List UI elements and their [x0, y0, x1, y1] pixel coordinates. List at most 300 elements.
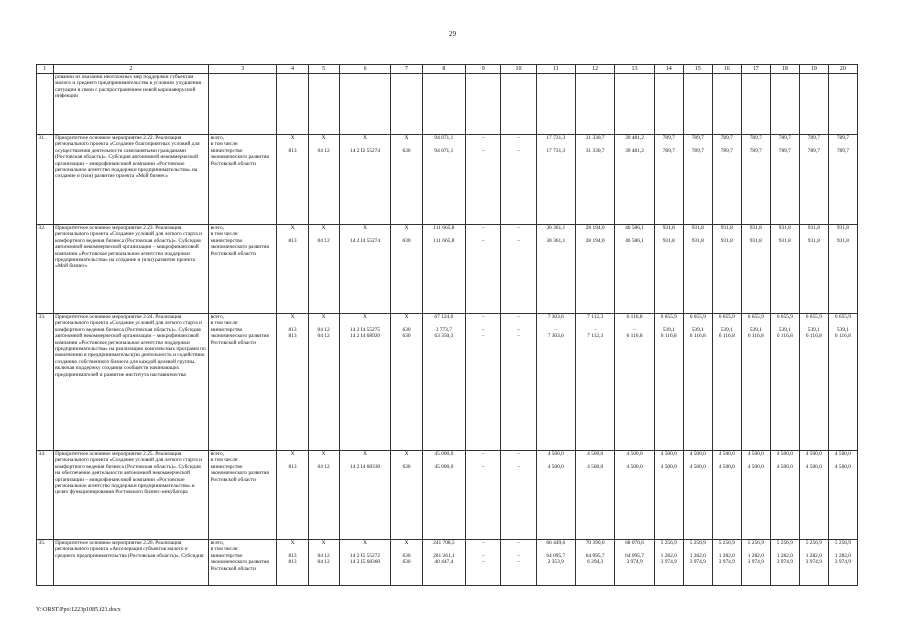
value-col-16-value: 5 256,9 — [718, 540, 735, 546]
value-col-12 — [575, 225, 614, 314]
value-col-11-value: 30 361,1 — [546, 225, 566, 231]
table-row — [37, 314, 858, 451]
row-number — [37, 74, 54, 135]
column-number-9: 9 — [466, 65, 501, 74]
column-number-8: 8 — [422, 65, 466, 74]
value-col-4 — [277, 451, 308, 540]
event-name: Приоритетное основное мероприятие 2.24. Реализация регионального проекта «Создание условий для легкого старта и комфортного ведения бизнеса (Ростовская область)». Субсидия автономной некоммерческой организации – микрофинансовой компании «Ростовское региональное агентство поддержки предпринимательства» на реализацию комплексных программ по вовлечению в предпринимательскую деятельность и содействию созданию собственного бизнеса для каждой целевой группы, включая поддержку создания сообществ начинающих предпринимателей и развитие института наставничества — [53, 314, 208, 451]
value-col-20-value: 539,1 — [836, 326, 849, 333]
value-col-16-value: 931,8 — [720, 237, 733, 244]
value-col-9-value: – — [481, 333, 485, 340]
value-col-5-value: Х — [321, 540, 326, 546]
value-col-6 — [339, 135, 391, 225]
value-col-6 — [339, 451, 391, 540]
value-col-15-value: 5 256,9 — [689, 540, 706, 546]
value-col-18-value: 539,1 — [778, 326, 791, 333]
empty-cell — [339, 74, 391, 135]
value-col-14 — [654, 540, 683, 586]
value-col-14-value: 789,7 — [662, 135, 675, 141]
value-col-18 — [770, 540, 799, 586]
value-col-17-value: 789,7 — [749, 147, 762, 154]
value-col-14-value: 789,7 — [662, 147, 675, 154]
value-col-18-value: 931,8 — [778, 237, 791, 244]
value-col-9 — [466, 540, 501, 586]
value-col-9-value: – — [481, 225, 485, 231]
ministry-name: министерство экономического развития Ростовской области — [210, 147, 269, 167]
column-number-12: 12 — [575, 65, 614, 74]
value-col-14-value: 5 256,9 — [660, 540, 677, 546]
value-col-19-value: 931,8 — [807, 237, 820, 244]
value-col-6 — [339, 225, 391, 314]
executor-cell — [209, 314, 277, 451]
value-col-8-value: 63 350,3 — [434, 333, 454, 340]
value-col-6-value: 14 2 I4 68330 — [350, 463, 381, 470]
value-col-20 — [828, 314, 857, 451]
value-col-20 — [828, 540, 857, 586]
column-number-3: 3 — [209, 65, 277, 74]
value-col-19 — [799, 225, 828, 314]
value-col-9 — [466, 451, 501, 540]
row-number: 35. — [37, 540, 54, 586]
value-col-19-value: 789,7 — [807, 135, 820, 141]
executor-label: всего, — [210, 314, 225, 320]
value-col-7-value: 630 — [402, 326, 411, 333]
empty-cell — [536, 74, 575, 135]
row-number: 33. — [37, 314, 54, 451]
value-col-8 — [422, 135, 466, 225]
value-col-19-value: 4 500,0 — [805, 451, 822, 457]
column-number-1: 1 — [37, 65, 54, 74]
value-col-10 — [501, 540, 536, 586]
value-col-16-value: 3 974,9 — [718, 559, 735, 566]
value-col-5-value: Х — [321, 135, 326, 141]
value-col-6 — [339, 540, 391, 586]
value-col-12-value: 4 500,0 — [587, 463, 604, 470]
value-col-5-value: 04 12 — [317, 147, 330, 154]
continuation-row — [37, 74, 858, 135]
row-number: 31. — [37, 135, 54, 225]
value-col-7-value: Х — [404, 540, 409, 546]
value-col-17-value: 3 974,9 — [747, 559, 764, 566]
value-col-4-value: Х — [290, 451, 295, 457]
executor-cell — [209, 451, 277, 540]
value-col-18 — [770, 451, 799, 540]
value-col-5 — [308, 314, 339, 451]
value-col-8-value: 111 665,8 — [433, 225, 455, 231]
column-number-16: 16 — [712, 65, 741, 74]
empty-cell — [209, 74, 277, 135]
value-col-13-value: – — [633, 326, 636, 333]
value-col-10 — [501, 135, 536, 225]
value-col-15 — [683, 135, 712, 225]
value-col-9-value: – — [481, 147, 485, 154]
column-number-row — [37, 65, 858, 74]
value-col-10-value: – — [517, 147, 520, 154]
value-col-11-value: 7 303,6 — [547, 333, 564, 340]
value-col-17 — [741, 225, 770, 314]
value-col-15-value: 4 500,0 — [689, 451, 706, 457]
value-col-20 — [828, 135, 857, 225]
value-col-20 — [828, 451, 857, 540]
value-col-11 — [536, 135, 575, 225]
value-col-7 — [391, 540, 422, 586]
value-col-12-value: 7 112,3 — [587, 314, 604, 320]
value-col-13-value: 64 095,7 — [625, 552, 644, 559]
value-col-18-value: 5 256,9 — [776, 540, 793, 546]
column-number-6: 6 — [339, 65, 391, 74]
value-col-4 — [277, 225, 308, 314]
value-col-11-value: 66 449,6 — [546, 540, 566, 546]
value-col-20-value: 5 256,9 — [834, 540, 851, 546]
value-col-12-value: 70 390,0 — [585, 540, 605, 546]
value-col-8-value: 94 071,1 — [434, 135, 454, 141]
value-col-15 — [683, 451, 712, 540]
event-name: Приоритетное основное мероприятие 2.23. Реализация регионального проекта «Создание условий для легкого старта и комфортного ведения бизнеса (Ростовская область)». Субсидия автономной некоммерческой организации – микрофинансовой компании «Ростовское региональное агентство поддержки предпринимательства» на создание и (или) развитие проекта «Мой бизнес» — [53, 225, 208, 314]
empty-cell — [712, 74, 741, 135]
value-col-13-value: 4 500,0 — [626, 451, 643, 457]
value-col-5-value: 04 12 — [317, 237, 330, 244]
value-col-11-value: 64 095,7 — [546, 552, 566, 559]
value-col-16-value: 6 116,8 — [718, 333, 735, 340]
value-col-17-value: 6 655,9 — [747, 314, 764, 320]
value-col-12-value: 28 194,0 — [585, 225, 605, 231]
event-name: Приоритетное основное мероприятие 2.25. Реализация регионального проекта «Создание условий для легкого старта и комфортного ведения бизнеса (Ростовская область)». Субсидия на обеспечение деятельности автономной некоммерческой организации – микрофинансовой компании «Ростовское региональное агентство поддержки предпринимательства» в целях функционирования Ростовского бизнес-инкубатора — [53, 451, 208, 540]
value-col-5 — [308, 225, 339, 314]
value-col-15-value: 931,8 — [691, 237, 704, 244]
value-col-12-value: – — [593, 326, 597, 333]
value-col-14-value: 4 500,0 — [660, 451, 677, 457]
column-number-20: 20 — [828, 65, 857, 74]
ministry-name: министерство экономического развития Ростовской области — [210, 326, 269, 346]
value-col-18-value: 6 655,9 — [776, 314, 793, 320]
value-col-6-value: Х — [363, 135, 368, 141]
row-number: 32. — [37, 225, 54, 314]
value-col-11-value: 4 500,0 — [547, 451, 564, 457]
value-col-20-value: 6 655,9 — [834, 314, 851, 320]
value-col-12 — [575, 540, 614, 586]
empty-cell — [828, 74, 857, 135]
value-col-18-value: 789,7 — [778, 135, 791, 141]
value-col-17-value: 4 500,0 — [747, 451, 764, 457]
value-col-4 — [277, 314, 308, 451]
value-col-19-value: 789,7 — [807, 147, 820, 154]
value-col-7 — [391, 451, 422, 540]
table-row — [37, 540, 858, 586]
value-col-9-value: – — [481, 552, 485, 559]
value-col-20-value: 3 974,9 — [834, 559, 851, 566]
value-col-7-value: 630 — [402, 333, 411, 340]
value-col-6-value: Х — [363, 451, 368, 457]
value-col-4-value: 813 — [288, 326, 297, 333]
executor-cell — [209, 135, 277, 225]
value-col-14 — [654, 135, 683, 225]
value-col-12 — [575, 451, 614, 540]
value-col-17-value: 1 282,0 — [747, 552, 764, 559]
value-col-4-value: 813 — [288, 552, 297, 559]
value-col-8-value: 40 447,4 — [434, 559, 454, 566]
value-col-14-value: 4 500,0 — [660, 463, 677, 470]
value-col-10-value: – — [517, 326, 520, 333]
value-col-14-value: 539,1 — [662, 326, 675, 333]
value-col-10-value: – — [517, 225, 520, 231]
value-col-6-value: 14 2 I2 55274 — [350, 147, 381, 154]
executor-label: всего, — [210, 540, 225, 546]
value-col-16-value: 931,8 — [720, 225, 733, 231]
value-col-6-value: 14 2 I5 68360 — [350, 559, 381, 566]
value-col-8-value: 94 071,1 — [434, 147, 454, 154]
executor-label: всего, — [210, 451, 225, 457]
empty-cell — [683, 74, 712, 135]
value-col-9-value: – — [481, 540, 485, 546]
ministry-name: министерство экономического развития Ростовской области — [210, 237, 269, 257]
value-col-11-value: 30 361,1 — [546, 237, 566, 244]
column-number-14: 14 — [654, 65, 683, 74]
value-col-4-value: 813 — [288, 333, 297, 340]
value-col-18-value: 789,7 — [778, 147, 791, 154]
footer-file-path: Y:\ORST\Ppo\1223p1085.f21.docx — [36, 607, 121, 613]
value-col-9-value: – — [481, 559, 485, 566]
empty-cell — [799, 74, 828, 135]
value-col-15-value: 931,8 — [691, 225, 704, 231]
empty-cell — [391, 74, 422, 135]
value-col-17-value: 931,8 — [749, 225, 762, 231]
value-col-7-value: Х — [404, 451, 409, 457]
value-col-7-value: Х — [404, 135, 409, 141]
value-col-18-value: 1 282,0 — [776, 552, 793, 559]
value-col-7 — [391, 135, 422, 225]
value-col-19-value: 931,8 — [807, 225, 820, 231]
value-col-8-value: 45 000,0 — [434, 451, 454, 457]
executor-label: в том числе: — [210, 320, 239, 327]
column-number-18: 18 — [770, 65, 799, 74]
value-col-5-value: 04 12 — [317, 559, 330, 566]
value-col-5 — [308, 451, 339, 540]
value-col-10-value: – — [517, 559, 520, 566]
value-col-15-value: 1 282,0 — [689, 552, 706, 559]
value-col-18-value: 6 116,8 — [776, 333, 793, 340]
value-col-19 — [799, 540, 828, 586]
value-col-17 — [741, 451, 770, 540]
value-col-14-value: 6 116,8 — [660, 333, 677, 340]
value-col-11-value: 2 353,9 — [547, 559, 564, 566]
value-col-15-value: 6 655,9 — [689, 314, 706, 320]
value-col-5 — [308, 135, 339, 225]
value-col-9-value: – — [481, 326, 485, 333]
value-col-14-value: 3 974,9 — [660, 559, 677, 566]
column-number-15: 15 — [683, 65, 712, 74]
value-col-15 — [683, 540, 712, 586]
value-col-11-value: 17 731,3 — [546, 135, 566, 141]
value-col-6-value: 14 2 I4 68920 — [350, 333, 381, 340]
row-number: 34. — [37, 451, 54, 540]
value-col-4 — [277, 540, 308, 586]
value-col-8-value: 201 261,1 — [433, 552, 455, 559]
value-col-13 — [615, 225, 654, 314]
value-col-5 — [308, 540, 339, 586]
value-col-17-value: 789,7 — [749, 135, 762, 141]
value-col-15-value: 539,1 — [691, 326, 704, 333]
value-col-13 — [615, 314, 654, 451]
value-col-5-value: 04 12 — [317, 552, 330, 559]
value-col-16-value: 1 282,0 — [718, 552, 735, 559]
value-col-14 — [654, 314, 683, 451]
value-col-8 — [422, 225, 466, 314]
value-col-15 — [683, 225, 712, 314]
ministry-name: министерство экономического развития Ростовской области — [210, 463, 269, 483]
value-col-8-value: 67 124,0 — [434, 314, 454, 320]
value-col-20-value: 4 500,0 — [834, 463, 851, 470]
executor-label: в том числе: — [210, 141, 239, 148]
value-col-5-value: 04 12 — [317, 463, 330, 470]
column-number-10: 10 — [501, 65, 536, 74]
value-col-17-value: 6 116,8 — [747, 333, 764, 340]
value-col-13-value: 39 481,2 — [625, 147, 644, 154]
value-col-13-value: 68 070,6 — [625, 540, 644, 546]
value-col-16 — [712, 314, 741, 451]
value-col-5-value: Х — [321, 225, 326, 231]
value-col-11 — [536, 314, 575, 451]
value-col-8-value: 45 000,0 — [434, 463, 454, 470]
value-col-7-value: 630 — [402, 147, 411, 154]
value-col-15-value: 6 116,8 — [689, 333, 706, 340]
column-number-2: 2 — [53, 65, 208, 74]
empty-cell — [575, 74, 614, 135]
value-col-8 — [422, 314, 466, 451]
table-row — [37, 451, 858, 540]
value-col-14-value: 931,8 — [662, 237, 675, 244]
value-col-9-value: – — [481, 463, 485, 470]
value-col-4-value: Х — [290, 225, 295, 231]
value-col-16-value: 789,7 — [720, 135, 733, 141]
value-col-18-value: 4 500,0 — [776, 463, 793, 470]
value-col-14 — [654, 225, 683, 314]
value-col-8 — [422, 540, 466, 586]
value-col-12-value: 28 194,0 — [585, 237, 605, 244]
value-col-17-value: 539,1 — [749, 326, 762, 333]
value-col-10-value: – — [517, 463, 520, 470]
value-col-17 — [741, 314, 770, 451]
value-col-5-value: Х — [321, 451, 326, 457]
value-col-9-value: – — [481, 314, 485, 320]
column-number-4: 4 — [277, 65, 308, 74]
continuation-name: ровании из оказании неотложных мер поддержки субъектам малого и среднего предпринимательства в условиях ухудшения ситуации в связи с распространением новой коронавирусной инфекции — [53, 74, 208, 135]
column-number-7: 7 — [391, 65, 422, 74]
value-col-9 — [466, 225, 501, 314]
value-col-12-value: 64 095,7 — [585, 552, 605, 559]
value-col-7 — [391, 314, 422, 451]
value-col-7-value: 630 — [402, 552, 411, 559]
value-col-13 — [615, 540, 654, 586]
value-col-16 — [712, 540, 741, 586]
value-col-15-value: 789,7 — [691, 147, 704, 154]
value-col-16-value: 4 500,0 — [718, 451, 735, 457]
executor-label: в том числе: — [210, 457, 239, 464]
value-col-19 — [799, 135, 828, 225]
value-col-13-value: 6 116,8 — [626, 333, 643, 340]
value-col-7 — [391, 225, 422, 314]
column-number-19: 19 — [799, 65, 828, 74]
column-number-5: 5 — [308, 65, 339, 74]
value-col-16-value: 4 500,0 — [718, 463, 735, 470]
value-col-10 — [501, 451, 536, 540]
value-col-15-value: 789,7 — [691, 135, 704, 141]
value-col-12-value: 31 330,7 — [585, 135, 605, 141]
value-col-17-value: 5 256,9 — [747, 540, 764, 546]
value-col-16 — [712, 451, 741, 540]
value-col-13-value: 46 586,1 — [625, 225, 644, 231]
value-col-20-value: 931,8 — [836, 237, 849, 244]
value-col-10-value: – — [517, 451, 520, 457]
executor-label: всего, — [210, 135, 225, 141]
column-number-17: 17 — [741, 65, 770, 74]
value-col-10-value: – — [517, 552, 520, 559]
event-name: Приоритетное основное мероприятие 2.22. Реализация регионального проекта «Создание благоприятных условий для осуществления деятельности самозанятыми гражданами (Ростовская область)». Субсидия автономной некоммерческой организации – микрофинансовой компании «Ростовское региональное агентство поддержки предпринимательства» на создание и (или) развитие проекта «Мой бизнес» — [53, 135, 208, 225]
table-row — [37, 135, 858, 225]
value-col-15 — [683, 314, 712, 451]
value-col-11-value: 17 731,3 — [546, 147, 566, 154]
value-col-10-value: – — [517, 135, 520, 141]
value-col-13-value: 6 116,8 — [626, 314, 643, 320]
value-col-18-value: 3 974,9 — [776, 559, 793, 566]
value-col-11-value: 7 303,6 — [547, 314, 564, 320]
value-col-15-value: 3 974,9 — [689, 559, 706, 566]
value-col-11 — [536, 225, 575, 314]
value-col-18 — [770, 314, 799, 451]
value-col-13-value: 46 586,1 — [625, 237, 644, 244]
value-col-14-value: 6 655,9 — [660, 314, 677, 320]
value-col-20-value: 4 500,0 — [834, 451, 851, 457]
empty-cell — [501, 74, 536, 135]
value-col-4-value: 813 — [288, 147, 297, 154]
value-col-16 — [712, 225, 741, 314]
value-col-4-value: Х — [290, 540, 295, 546]
value-col-10-value: – — [517, 333, 520, 340]
value-col-4-value: 813 — [288, 463, 297, 470]
value-col-17-value: 4 500,0 — [747, 463, 764, 470]
value-col-19 — [799, 451, 828, 540]
value-col-13-value: 3 974,9 — [626, 559, 643, 566]
value-col-6-value: Х — [363, 314, 368, 320]
value-col-12 — [575, 135, 614, 225]
value-col-12 — [575, 314, 614, 451]
budget-table — [36, 64, 858, 586]
executor-label: всего, — [210, 225, 225, 231]
value-col-13-value: 4 500,0 — [626, 463, 643, 470]
value-col-4-value: Х — [290, 314, 295, 320]
empty-cell — [741, 74, 770, 135]
value-col-12-value: 6 294,3 — [587, 559, 604, 566]
value-col-9 — [466, 314, 501, 451]
column-number-13: 13 — [615, 65, 654, 74]
page-number: 29 — [449, 30, 456, 38]
value-col-4-value: 813 — [288, 559, 297, 566]
empty-cell — [277, 74, 308, 135]
value-col-6-value: 14 2 I4 55274 — [350, 237, 381, 244]
value-col-10 — [501, 225, 536, 314]
value-col-5-value: 04 12 — [317, 326, 330, 333]
value-col-8-value: 241 708,5 — [433, 540, 455, 546]
value-col-20-value: 931,8 — [836, 225, 849, 231]
empty-cell — [654, 74, 683, 135]
value-col-7-value: 630 — [402, 463, 411, 470]
value-col-14-value: 931,8 — [662, 225, 675, 231]
value-col-6 — [339, 314, 391, 451]
value-col-11-value: 4 500,0 — [547, 463, 564, 470]
value-col-11 — [536, 451, 575, 540]
value-col-10-value: – — [517, 314, 520, 320]
column-number-11: 11 — [536, 65, 575, 74]
empty-cell — [422, 74, 466, 135]
